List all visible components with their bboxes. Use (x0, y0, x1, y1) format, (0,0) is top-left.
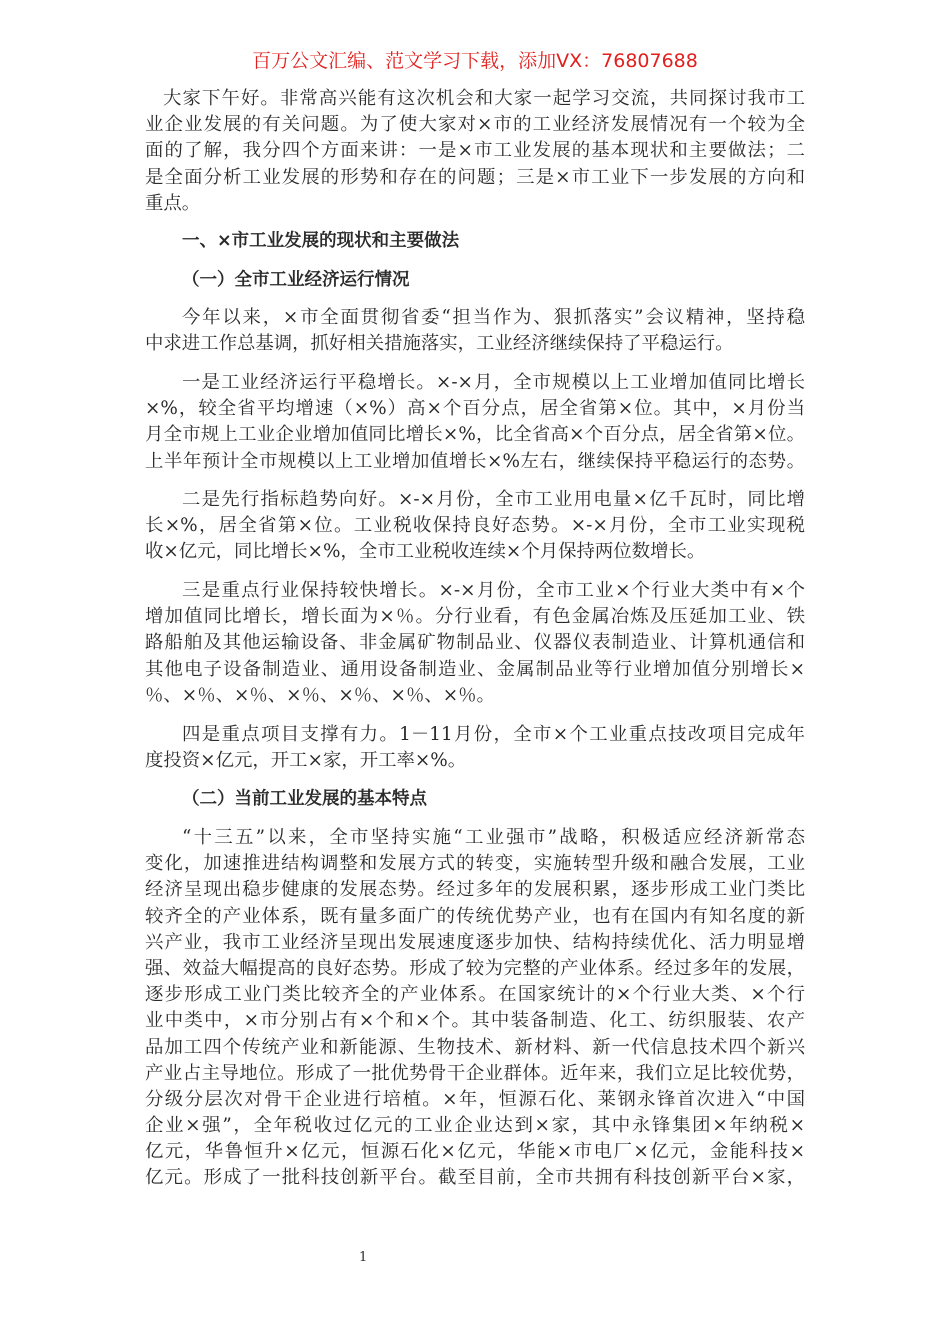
text-line: 面的了解，我分四个方面来讲：一是×市工业发展的基本现状和主要做法；二 (145, 140, 805, 162)
paragraph-1 (145, 305, 805, 357)
subsection-heading-2: （二）当前工业发展的基本特点 (182, 789, 427, 809)
paragraph-3 (145, 487, 805, 566)
text-line: 较齐全的产业体系，既有量多面广的传统优势产业，也有在国内有知名度的新 (145, 905, 805, 927)
text-line: ％、×％、×％、×％、×％、×％、×％。 (145, 684, 495, 706)
watermark-header: 百万公文汇编、范文学习下载，添加VX：76807688 (252, 50, 698, 72)
text-line: 亿元，华鲁恒升×亿元，恒源石化×亿元，华能×市电厂×亿元，金能科技× (145, 1141, 805, 1163)
text-line: 四是重点项目支撑有力。1－11月份，全市×个工业重点技改项目完成年 (182, 724, 805, 745)
text-line: 三是重点行业保持较快增长。×-×月份，全市工业×个行业大类中有×个 (182, 580, 805, 601)
text-line: 路船舶及其他运输设备、非金属矿物制品业、仪器仪表制造业、计算机通信和 (145, 632, 805, 654)
text-line: 经济呈现出稳步健康的发展态势。经过多年的发展积累，逐步形成工业门类比 (145, 879, 805, 901)
text-line: 是全面分析工业发展的形势和存在的问题；三是×市工业下一步发展的方向和 (145, 166, 805, 188)
paragraph-2 (145, 370, 805, 475)
text-line: “十三五”以来，全市坚持实施“工业强市”战略，积极适应经济新常态 (182, 827, 805, 848)
text-line: 今年以来，×市全面贯彻省委“担当作为、狠抓落实”会议精神，坚持稳 (182, 307, 805, 328)
text-line: 一是工业经济运行平稳增长。×-×月，全市规模以上工业增加值同比增长 (182, 372, 805, 393)
text-line: 亿元。形成了一批科技创新平台。截至目前，全市共拥有科技创新平台×家， (145, 1167, 805, 1189)
text-line: 收×亿元，同比增长×%，全市工业税收连续×个月保持两位数增长。 (145, 541, 706, 563)
text-line: 变化，加速推进结构调整和发展方式的转变，实施转型升级和融合发展，工业 (145, 853, 805, 875)
text-line: 上半年预计全市规模以上工业增加值增长×%左右，继续保持平稳运行的态势。 (145, 450, 805, 472)
paragraph-6 (145, 825, 805, 1192)
text-line: 重点。 (145, 192, 201, 214)
intro-paragraph (145, 86, 805, 217)
text-line: 分级分层次对骨干企业进行培植。×年，恒源石化、莱钢永锋首次进入“中国 (145, 1088, 805, 1110)
paragraph-4 (145, 578, 805, 709)
text-line: 中求进工作总基调，抓好相关措施落实，工业经济继续保持了平稳运行。 (145, 333, 734, 355)
text-line: 大家下午好。非常高兴能有这次机会和大家一起学习交流，共同探讨我市工 (163, 88, 805, 109)
text-line: 长×%，居全省第×位。工业税收保持良好态势。×-×月份，全市工业实现税 (145, 515, 805, 537)
text-line: 产业占主导地位。形成了一批优势骨干企业群体。近年来，我们立足比较优势， (145, 1062, 805, 1084)
text-line: 逐步形成工业门类比较齐全的产业体系。在国家统计的×个行业大类、×个行 (145, 984, 805, 1006)
page-number: 1 (359, 1250, 368, 1265)
text-line: 业企业发展的有关问题。为了使大家对×市的工业经济发展情况有一个较为全 (145, 114, 805, 136)
text-line: 强、效益大幅提高的良好态势。形成了较为完整的产业体系。经过多年的发展， (145, 957, 805, 979)
text-line: 月全市规上工业企业增加值同比增长×%，比全省高×个百分点，居全省第×位。 (145, 424, 805, 446)
text-line: 增加值同比增长，增长面为×％。分行业看，有色金属冶炼及压延加工业、铁 (145, 606, 805, 628)
text-line: ×%，较全省平均增速（×%）高×个百分点，居全省第×位。其中，×月份当 (145, 398, 805, 420)
paragraph-5 (145, 722, 805, 774)
text-line: 业中类中，×市分别占有×个和×个。其中装备制造、化工、纺织服装、农产 (145, 1010, 805, 1032)
text-line: 其他电子设备制造业、通用设备制造业、金属制品业等行业增加值分别增长× (145, 658, 805, 680)
subsection-heading-1: （一）全市工业经济运行情况 (182, 270, 410, 290)
text-line: 度投资×亿元，开工×家，开工率×%。 (145, 750, 467, 772)
section-heading: 一、×市工业发展的现状和主要做法 (182, 231, 460, 251)
text-line: 企业×强”，全年税收过亿元的工业企业达到×家，其中永锋集团×年纳税× (145, 1115, 805, 1137)
text-line: 兴产业，我市工业经济呈现出发展速度逐步加快、结构持续优化、活力明显增 (145, 931, 805, 953)
text-line: 品加工四个传统产业和新能源、生物技术、新材料、新一代信息技术四个新兴 (145, 1036, 805, 1058)
text-line: 二是先行指标趋势向好。×-×月份，全市工业用电量×亿千瓦时，同比增 (182, 489, 805, 510)
